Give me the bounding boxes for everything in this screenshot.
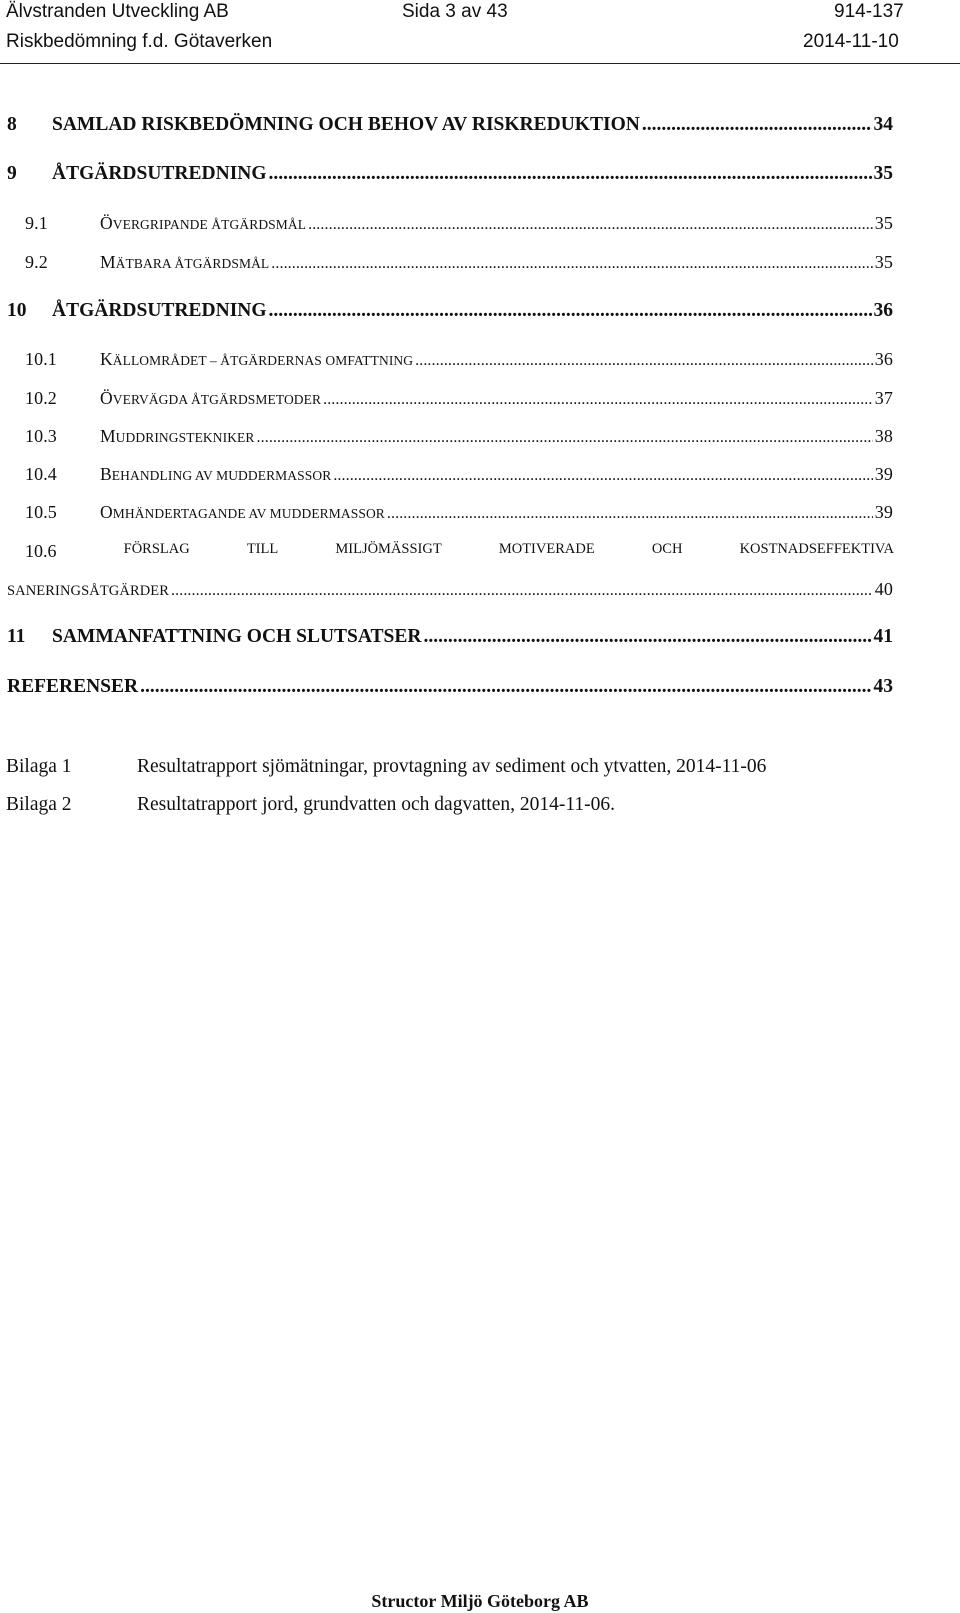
- toc-entry-10-6[interactable]: [4, 541, 894, 562]
- page-footer: Structor Miljö Göteborg AB: [371, 1591, 589, 1611]
- toc-entry-10-6-cont[interactable]: [0, 579, 893, 600]
- toc-leader: [333, 467, 872, 485]
- header-report-title: Riskbedömning f.d. Götaverken: [6, 31, 273, 52]
- toc-leader: [387, 505, 873, 523]
- toc-entry-9-1[interactable]: [0, 213, 893, 234]
- toc-page: 35: [874, 213, 893, 233]
- toc-leader: [642, 114, 872, 136]
- toc-page: 35: [874, 252, 893, 272]
- toc-entry-referenser[interactable]: [0, 676, 893, 698]
- appendix-description: Resultatrapport sjömätningar, provtagning av sediment och ytvatten, 2014-11-06: [137, 756, 767, 777]
- toc-page: 40: [874, 579, 893, 599]
- toc-entry-11[interactable]: [0, 626, 893, 648]
- toc-title: BEHANDLING AV MUDDERMASSOR: [100, 464, 332, 484]
- toc-title-word: TILL: [246, 541, 279, 557]
- toc-page: 39: [874, 464, 893, 484]
- toc-leader: [171, 582, 873, 600]
- toc-title-word: OCH: [651, 541, 683, 557]
- toc-number: 10: [7, 300, 27, 321]
- toc-number: 11: [7, 626, 26, 647]
- toc-entry-8[interactable]: [0, 114, 893, 136]
- toc-leader: [308, 216, 873, 234]
- toc-leader: [257, 429, 873, 447]
- toc-page: 37: [874, 388, 893, 408]
- toc-title: KÄLLOMRÅDET – ÅTGÄRDERNAS OMFATTNING: [100, 349, 414, 369]
- toc-number: 9: [7, 163, 17, 184]
- appendix-label: Bilaga 1: [6, 756, 72, 777]
- toc-title: MUDDRINGSTEKNIKER: [100, 426, 255, 446]
- appendix-description: Resultatrapport jord, grundvatten och dagvatten, 2014-11-06.: [137, 794, 615, 815]
- toc-number: 10.2: [25, 388, 57, 408]
- toc-title: OMHÄNDERTAGANDE AV MUDDERMASSOR: [100, 502, 385, 522]
- toc-leader: [269, 300, 872, 322]
- toc-title-word: FÖRSLAG: [123, 541, 190, 557]
- toc-number: 9.2: [25, 252, 48, 272]
- toc-title-word: MOTIVERADE: [498, 541, 595, 557]
- toc-title-word: KOSTNADSEFFEKTIVA: [739, 541, 894, 557]
- header-rule: [0, 63, 960, 64]
- toc-title: ÅTGÄRDSUTREDNING: [52, 300, 267, 321]
- toc-entry-10[interactable]: [0, 300, 893, 322]
- toc-number: 10.6: [25, 541, 57, 561]
- toc-title: REFERENSER: [7, 676, 139, 697]
- toc-entry-10-5[interactable]: [0, 502, 893, 523]
- toc-leader: [323, 391, 873, 409]
- header-date: 2014-11-10: [803, 31, 899, 52]
- toc-entry-9[interactable]: [0, 163, 893, 185]
- toc-page: 39: [874, 502, 893, 522]
- toc-entry-10-1[interactable]: [0, 349, 893, 370]
- toc-leader: [415, 352, 873, 370]
- toc-number: 10.4: [25, 464, 57, 484]
- header-company: Älvstranden Utveckling AB: [6, 1, 229, 22]
- header-doc-number: 914-137: [834, 1, 904, 22]
- header-page-info: Sida 3 av 43: [402, 1, 508, 22]
- toc-page: 36: [873, 300, 893, 321]
- toc-page: 35: [873, 163, 893, 184]
- toc-entry-10-2[interactable]: [0, 388, 893, 409]
- toc-page: 43: [873, 676, 893, 697]
- toc-leader: [271, 255, 873, 273]
- toc-page: 41: [873, 626, 893, 647]
- toc-leader: [423, 626, 871, 648]
- toc-title: SAMMANFATTNING OCH SLUTSATSER: [52, 626, 422, 647]
- toc-title: ÅTGÄRDSUTREDNING: [52, 163, 267, 184]
- toc-title: SANERINGSÅTGÄRDER: [7, 583, 170, 599]
- toc-title: SAMLAD RISKBEDÖMNING OCH BEHOV AV RISKREDUKTION: [52, 114, 640, 135]
- toc-number: 10.3: [25, 426, 57, 446]
- toc-number: 9.1: [25, 213, 48, 233]
- toc-page: 34: [873, 114, 893, 135]
- toc-title: MÄTBARA ÅTGÄRDSMÅL: [100, 252, 270, 272]
- toc-page: 36: [874, 349, 893, 369]
- toc-title: ÖVERGRIPANDE ÅTGÄRDSMÅL: [100, 213, 307, 233]
- toc-title-word: MILJÖMÄSSIGT: [335, 541, 442, 557]
- toc-number: 10.1: [25, 349, 57, 369]
- toc-entry-9-2[interactable]: [0, 252, 893, 273]
- toc-number: 8: [7, 114, 17, 135]
- toc-leader: [269, 163, 872, 185]
- toc-entry-10-4[interactable]: [0, 464, 893, 485]
- appendix-label: Bilaga 2: [6, 794, 72, 815]
- toc-leader: [140, 676, 871, 698]
- toc-number: 10.5: [25, 502, 57, 522]
- toc-title: ÖVERVÄGDA ÅTGÄRDSMETODER: [100, 388, 322, 408]
- toc-page: 38: [874, 426, 893, 446]
- toc-entry-10-3[interactable]: [0, 426, 893, 447]
